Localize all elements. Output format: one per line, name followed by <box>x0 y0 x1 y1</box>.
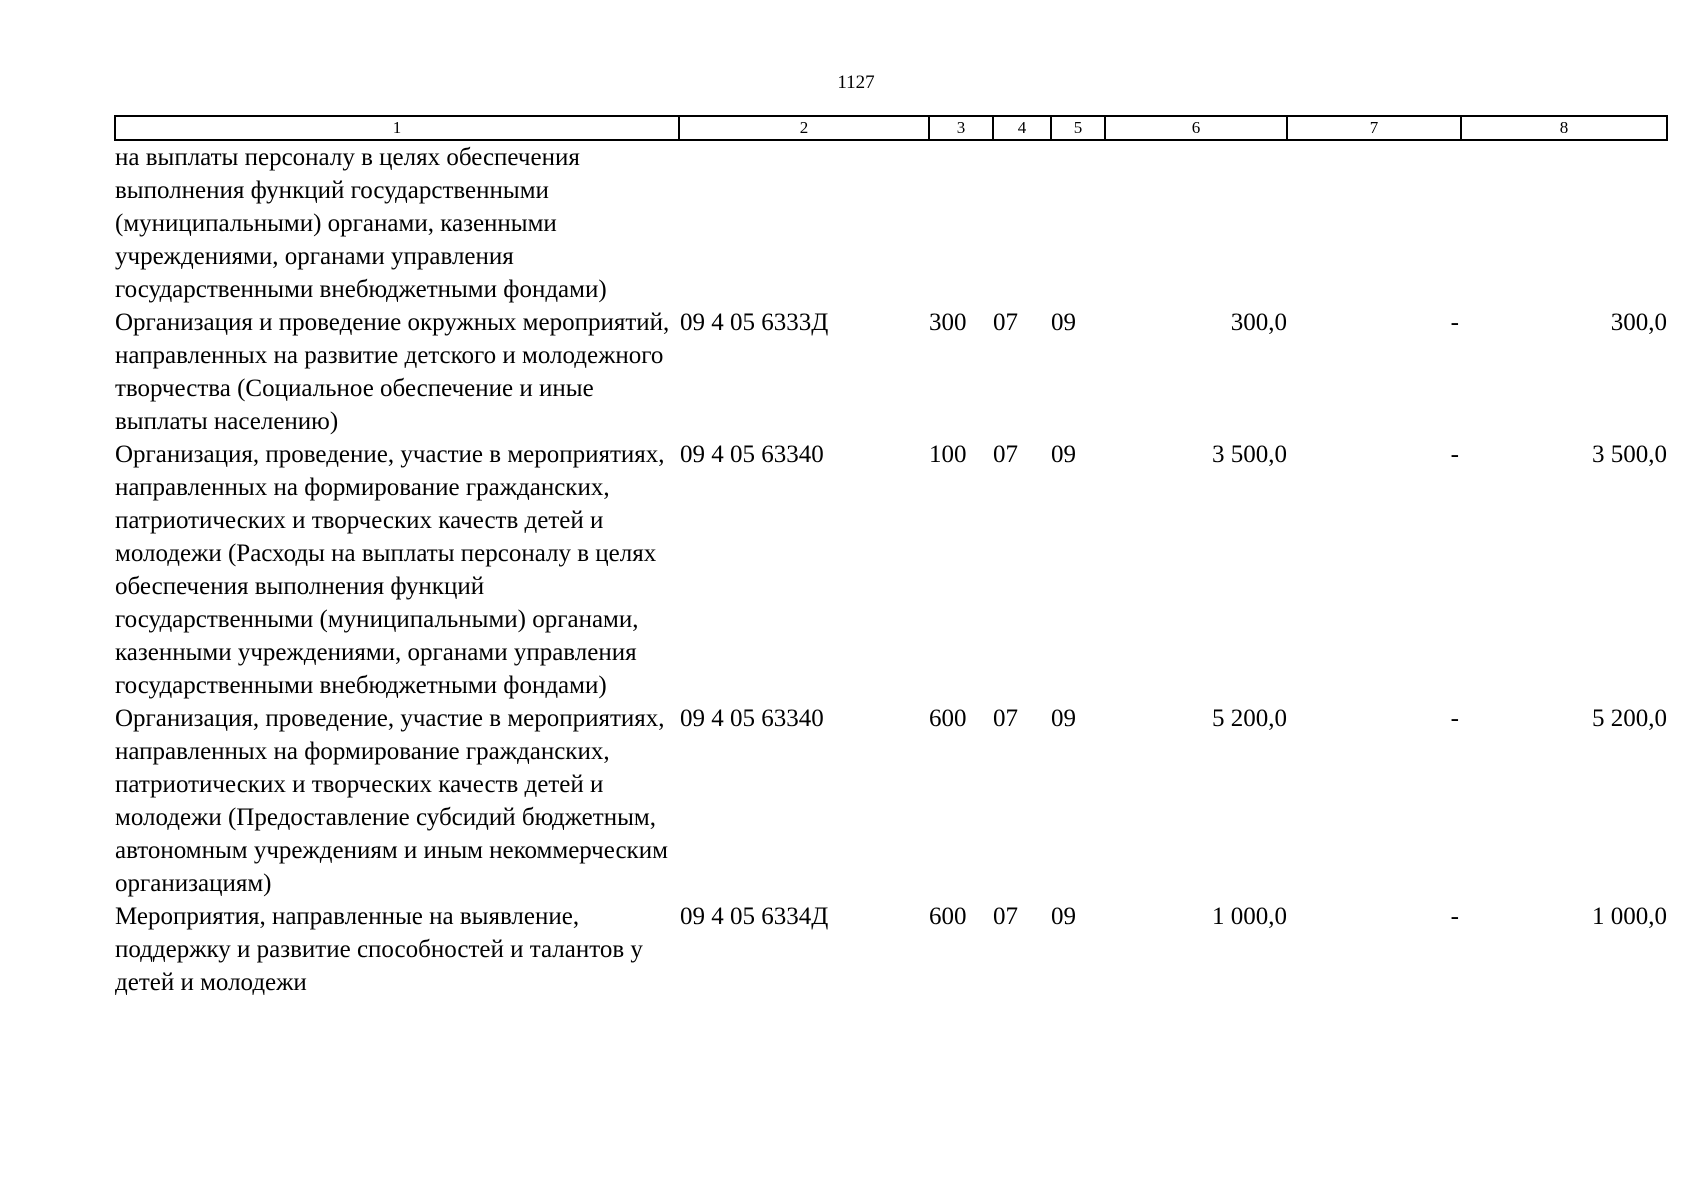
row-amount-col6 <box>1105 140 1287 306</box>
row-amount-col6: 3 500,0 <box>1212 441 1287 468</box>
row-target-code: 09 4 05 6333Д <box>680 309 829 336</box>
table-row <box>115 140 1667 306</box>
row-description: Организация, проведение, участие в мероприятиях, направленных на формирование гражданских, патриотических и творческих качеств детей и молодежи (Расходы на выплаты персоналу в целях обеспечения выполнения функций государственными (муниципальными) органами, казенными учреждениями, органами управления государственными внебюджетными фондами) <box>115 441 665 699</box>
row-description: на выплаты персоналу в целях обеспечения выполнения функций государственными (муниципальными) органами, казенными учреждениями, органами управления государственными внебюджетными фондами) <box>115 144 607 303</box>
row-section: 07 <box>993 309 1018 336</box>
header-col-6: 6 <box>1105 116 1287 140</box>
row-description: Мероприятия, направленные на выявление, поддержку и развитие способностей и талантов у детей и молодежи <box>115 903 643 996</box>
row-amount-col7: - <box>1450 441 1459 468</box>
row-target-code: 09 4 05 6334Д <box>680 903 829 930</box>
row-amount-col7 <box>1287 140 1461 306</box>
row-target-code: 09 4 05 63340 <box>680 441 824 468</box>
row-amount-col6: 300,0 <box>1230 309 1287 336</box>
header-col-5: 5 <box>1051 116 1105 140</box>
row-description: Организация и проведение окружных мероприятий, направленных на развитие детского и молодежного творчества (Социальное обеспечение и иные выплаты населению) <box>115 309 670 435</box>
row-amount-col8: 3 500,0 <box>1592 441 1667 468</box>
header-col-7: 7 <box>1287 116 1461 140</box>
row-amount-col8: 5 200,0 <box>1592 705 1667 732</box>
header-col-4: 4 <box>993 116 1051 140</box>
header-col-1: 1 <box>115 116 679 140</box>
row-amount-col8 <box>1461 140 1667 306</box>
header-col-2: 2 <box>679 116 929 140</box>
row-subsection: 09 <box>1051 705 1076 732</box>
row-section: 07 <box>993 903 1018 930</box>
row-expense-type: 100 <box>929 441 967 468</box>
row-section: 07 <box>993 705 1018 732</box>
row-target-code <box>679 140 929 306</box>
row-section: 07 <box>993 441 1018 468</box>
row-subsection: 09 <box>1051 903 1076 930</box>
header-col-3: 3 <box>929 116 993 140</box>
table-row <box>115 900 1667 999</box>
table-row <box>115 702 1667 900</box>
row-amount-col8: 1 000,0 <box>1592 903 1667 930</box>
budget-table <box>114 115 1668 999</box>
page-number: 1127 <box>837 72 875 93</box>
row-subsection <box>1051 140 1105 306</box>
row-subsection: 09 <box>1051 441 1076 468</box>
row-subsection: 09 <box>1051 309 1076 336</box>
row-amount-col7: - <box>1450 309 1459 336</box>
row-expense-type: 600 <box>929 903 967 930</box>
row-amount-col6: 5 200,0 <box>1212 705 1287 732</box>
row-target-code: 09 4 05 63340 <box>680 705 824 732</box>
table-body <box>115 140 1667 999</box>
table-header <box>115 116 1667 140</box>
header-col-8: 8 <box>1461 116 1667 140</box>
table-row <box>115 306 1667 438</box>
row-description: Организация, проведение, участие в мероприятиях, направленных на формирование гражданских, патриотических и творческих качеств детей и молодежи (Предоставление субсидий бюджетным, автономным учреждениям и иным некоммерческим организациям) <box>115 705 668 897</box>
table-row <box>115 438 1667 702</box>
row-expense-type: 600 <box>929 705 967 732</box>
row-expense-type <box>929 140 993 306</box>
header-row <box>115 116 1667 140</box>
row-section <box>993 140 1051 306</box>
row-amount-col7: - <box>1450 903 1459 930</box>
row-amount-col7: - <box>1450 705 1459 732</box>
row-expense-type: 300 <box>929 309 967 336</box>
row-amount-col6: 1 000,0 <box>1212 903 1287 930</box>
row-amount-col8: 300,0 <box>1610 309 1667 336</box>
